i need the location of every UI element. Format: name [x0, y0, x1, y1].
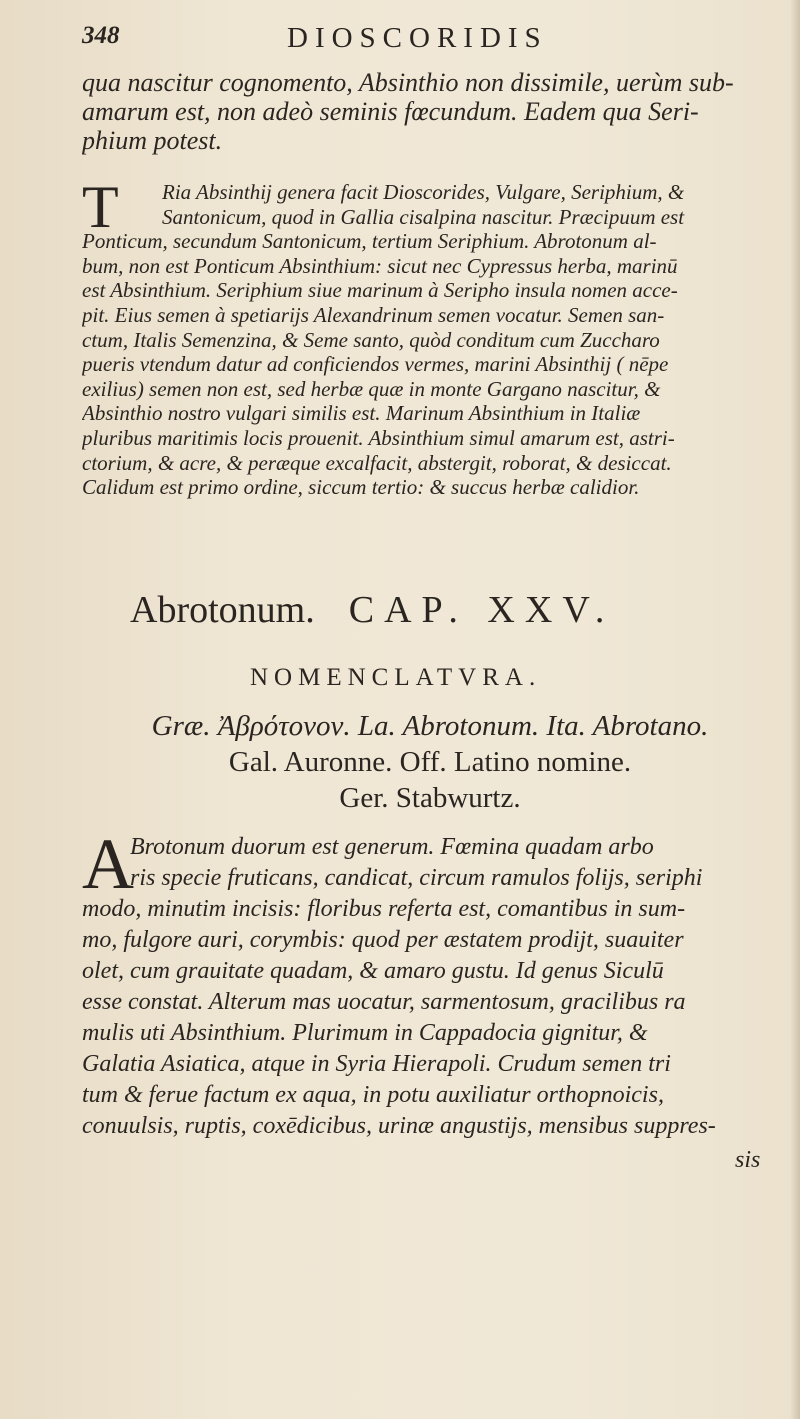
main-paragraph — [82, 824, 772, 1142]
commentary-paragraph — [82, 174, 782, 500]
catchword: sis — [735, 1147, 761, 1173]
text-line: pluribus maritimis locis prouenit. Absinthium simul amarum est, astri- — [82, 425, 675, 450]
text-line: Calidum est primo ordine, siccum tertio: & succus herbæ calidior. — [82, 475, 640, 500]
text-line: Galatia Asiatica, atque in Syria Hierapoli. Crudum semen tri — [82, 1051, 671, 1077]
text-line: Ria Absinthij genera facit Dioscorides, Vulgare, Seriphium, & — [162, 180, 685, 204]
text-line: modo, minutim incisis: floribus referta est, comantibus in sum- — [82, 896, 686, 922]
chapter-number: CAP. XXV. — [348, 589, 615, 631]
text-line: bum, non est Ponticum Absinthium: sicut nec Cypressus herba, marinū — [82, 253, 678, 278]
page-edge-shadow — [790, 0, 800, 1419]
text-line: Absinthio nostro vulgari similis est. Marinum Absinthium in Italiæ — [82, 401, 641, 426]
synonyms-line: Gal. Auronne. Off. Latino nomine. — [228, 746, 632, 778]
text-line: mo, fulgore auri, corymbis: quod per æstatem prodijt, suauiter — [82, 927, 684, 953]
text-line: ris specie fruticans, candicat, circum ramulos folijs, seriphi — [130, 865, 703, 891]
text-line: est Absinthium. Seriphium siue marinum à Seripho insula nomen acce- — [82, 278, 678, 303]
text-line: tum & ferue factum ex aqua, in potu auxiliatur orthopnoicis, — [82, 1082, 664, 1108]
text-line: Santonicum, quod in Gallia cisalpina nascitur. Præcipuum est — [162, 204, 685, 229]
text-line: exilius) semen non est, sed herbæ quæ in monte Gargano nascitur, & — [82, 376, 661, 401]
synonyms-line: Ger. Stabwurtz. — [339, 782, 521, 814]
text-line: mulis uti Absinthium. Plurimum in Cappadocia gignitur, & — [82, 1020, 648, 1046]
text-line: qua nascitur cognomento, Absinthio non dissimile, uerùm sub- — [82, 68, 734, 97]
text-line: phium potest. — [82, 126, 223, 155]
drop-cap: T — [82, 174, 119, 240]
synonyms-line: Græ. Ἀβρότονον. La. Abrotonum. Ita. Abrotano. — [151, 710, 709, 742]
page-header — [82, 22, 780, 62]
text-line: esse constat. Alterum mas uocatur, sarmentosum, gracilibus ra — [82, 989, 686, 1015]
nomenclatura-heading: NOMENCLATVRA. — [250, 664, 542, 691]
intro-paragraph — [82, 68, 778, 155]
text-line: amarum est, non adeò seminis fœcundum. Eadem qua Seri- — [82, 97, 699, 126]
page-number: 348 — [82, 22, 120, 49]
chapter-title: Abrotonum. — [130, 589, 315, 631]
text-line: olet, cum grauitate quadam, & amaro gustu. Id genus Siculū — [82, 958, 664, 984]
chapter-heading — [130, 588, 750, 638]
running-title: DIOSCORIDIS — [287, 22, 548, 54]
text-line: Ponticum, secundum Santonicum, tertium Seriphium. Abrotonum al- — [82, 229, 657, 254]
text-line: conuulsis, ruptis, coxēdicibus, urinæ angustijs, mensibus suppres- — [82, 1113, 716, 1139]
text-line: Brotonum duorum est generum. Fœmina quadam arbo — [130, 834, 654, 860]
text-line: ctum, Italis Semenzina, & Seme santo, quòd conditum cum Zuccharo — [82, 327, 660, 352]
drop-cap: A — [82, 824, 134, 904]
text-line: pueris vtendum datur ad conficiendos vermes, marini Absinthij ( nēpe — [82, 352, 669, 377]
synonyms-block — [80, 708, 780, 816]
text-line: ctorium, & acre, & peræque excalfacit, abstergit, roborat, & desiccat. — [82, 450, 672, 475]
text-line: pit. Eius semen à spetiarijs Alexandrinum semen vocatur. Semen san- — [82, 302, 665, 327]
